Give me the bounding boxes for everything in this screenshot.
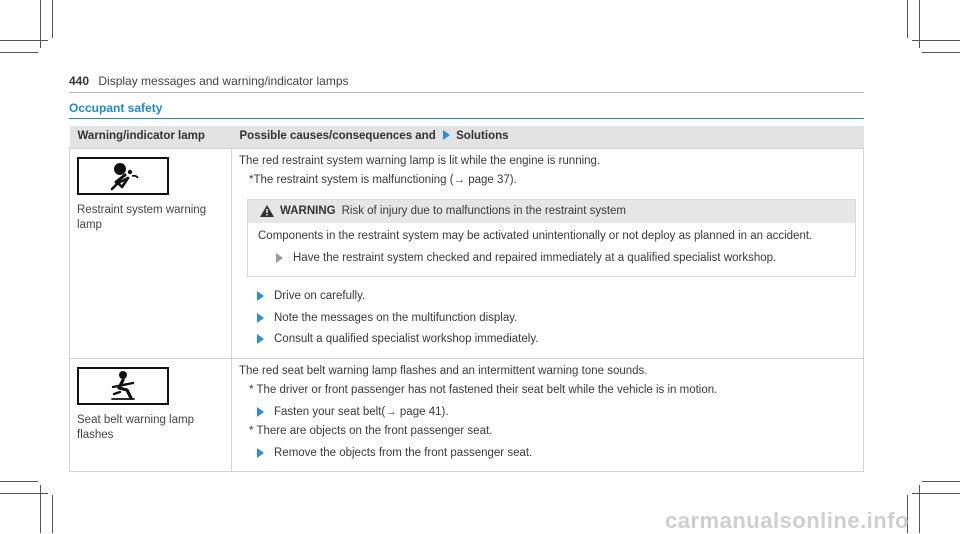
action-arrow-icon bbox=[257, 407, 264, 417]
crop-mark bbox=[0, 52, 38, 53]
crop-mark bbox=[922, 52, 960, 53]
cause-text: * The driver or front passenger has not fastened their seat belt while the vehicle is in motion. bbox=[249, 384, 718, 397]
list-item bbox=[257, 405, 856, 421]
page-number: 440 bbox=[69, 74, 90, 88]
step-text: Fasten your seat belt(→ page 41). bbox=[274, 405, 449, 418]
running-header bbox=[69, 74, 349, 88]
crop-mark bbox=[52, 0, 53, 38]
crop-mark bbox=[912, 493, 960, 494]
crop-mark bbox=[912, 40, 960, 41]
lamp-label: Restraint system warning lamp bbox=[77, 203, 207, 232]
watermark: carmanualsonline.info bbox=[665, 508, 909, 533]
warning-body bbox=[248, 223, 855, 276]
crop-mark bbox=[0, 40, 48, 41]
description-text: The red seat belt warning lamp flashes and an intermittent warning tone sounds. bbox=[239, 364, 648, 377]
solutions-arrow-icon bbox=[443, 130, 450, 140]
cause-text: *The restraint system is malfunctioning (→ page 37). bbox=[249, 174, 517, 187]
header-divider bbox=[69, 92, 864, 93]
cause-text: * There are objects on the front passenger seat. bbox=[249, 425, 493, 438]
header-title: Display messages and warning/indicator lamps bbox=[98, 74, 349, 88]
section-divider bbox=[69, 118, 864, 119]
action-arrow-icon bbox=[257, 334, 264, 344]
list-item bbox=[257, 446, 856, 462]
action-arrow-icon bbox=[276, 253, 283, 263]
causes-cell bbox=[232, 358, 864, 472]
list-item bbox=[257, 311, 856, 327]
action-arrow-icon bbox=[257, 448, 264, 458]
step-text: Drive on carefully. bbox=[274, 290, 366, 303]
list-item bbox=[257, 289, 856, 305]
causes-cell bbox=[232, 148, 864, 358]
table-row bbox=[70, 148, 864, 358]
column-header-solutions-text: Solutions bbox=[456, 130, 509, 142]
warning-heading: Risk of injury due to malfunctions in the restraint system bbox=[341, 204, 627, 217]
lamp-cell bbox=[70, 358, 232, 472]
description-text: The red restraint system warning lamp is lit while the engine is running. bbox=[239, 154, 601, 167]
section-title: Occupant safety bbox=[69, 101, 163, 115]
warning-triangle-icon bbox=[260, 205, 274, 217]
restraint-system-lamp-icon bbox=[77, 157, 169, 195]
column-header-causes bbox=[232, 126, 864, 148]
list-item bbox=[257, 332, 856, 348]
crop-mark bbox=[922, 481, 960, 482]
step-text: Note the messages on the multifunction display. bbox=[274, 311, 518, 324]
warning-box bbox=[247, 199, 856, 278]
action-arrow-icon bbox=[257, 291, 264, 301]
crop-mark bbox=[0, 481, 38, 482]
warning-lamp-table bbox=[69, 126, 864, 472]
step-text: Remove the objects from the front passenger seat. bbox=[274, 446, 533, 459]
crop-mark bbox=[52, 495, 53, 533]
lamp-cell bbox=[70, 148, 232, 358]
crop-mark bbox=[0, 493, 48, 494]
warning-step: Have the restraint system checked and repaired immediately at a qualified specialist workshop. bbox=[293, 251, 777, 264]
seat-belt-lamp-icon bbox=[77, 367, 169, 405]
column-header-lamp: Warning/indicator lamp bbox=[70, 126, 232, 148]
table-header-row bbox=[70, 126, 864, 148]
crop-mark bbox=[907, 0, 908, 38]
step-text: Consult a qualified specialist workshop immediately. bbox=[274, 333, 539, 346]
table-row bbox=[70, 358, 864, 472]
warning-header bbox=[248, 200, 855, 224]
column-header-causes-text: Possible causes/consequences and bbox=[239, 130, 436, 142]
lamp-label: Seat belt warning lamp flashes bbox=[77, 413, 194, 442]
action-arrow-icon bbox=[257, 313, 264, 323]
list-item bbox=[276, 251, 845, 267]
warning-title: WARNING bbox=[280, 204, 336, 217]
warning-text: Components in the restraint system may be activated unintentionally or not deploy as planned in an accident. bbox=[258, 230, 813, 243]
